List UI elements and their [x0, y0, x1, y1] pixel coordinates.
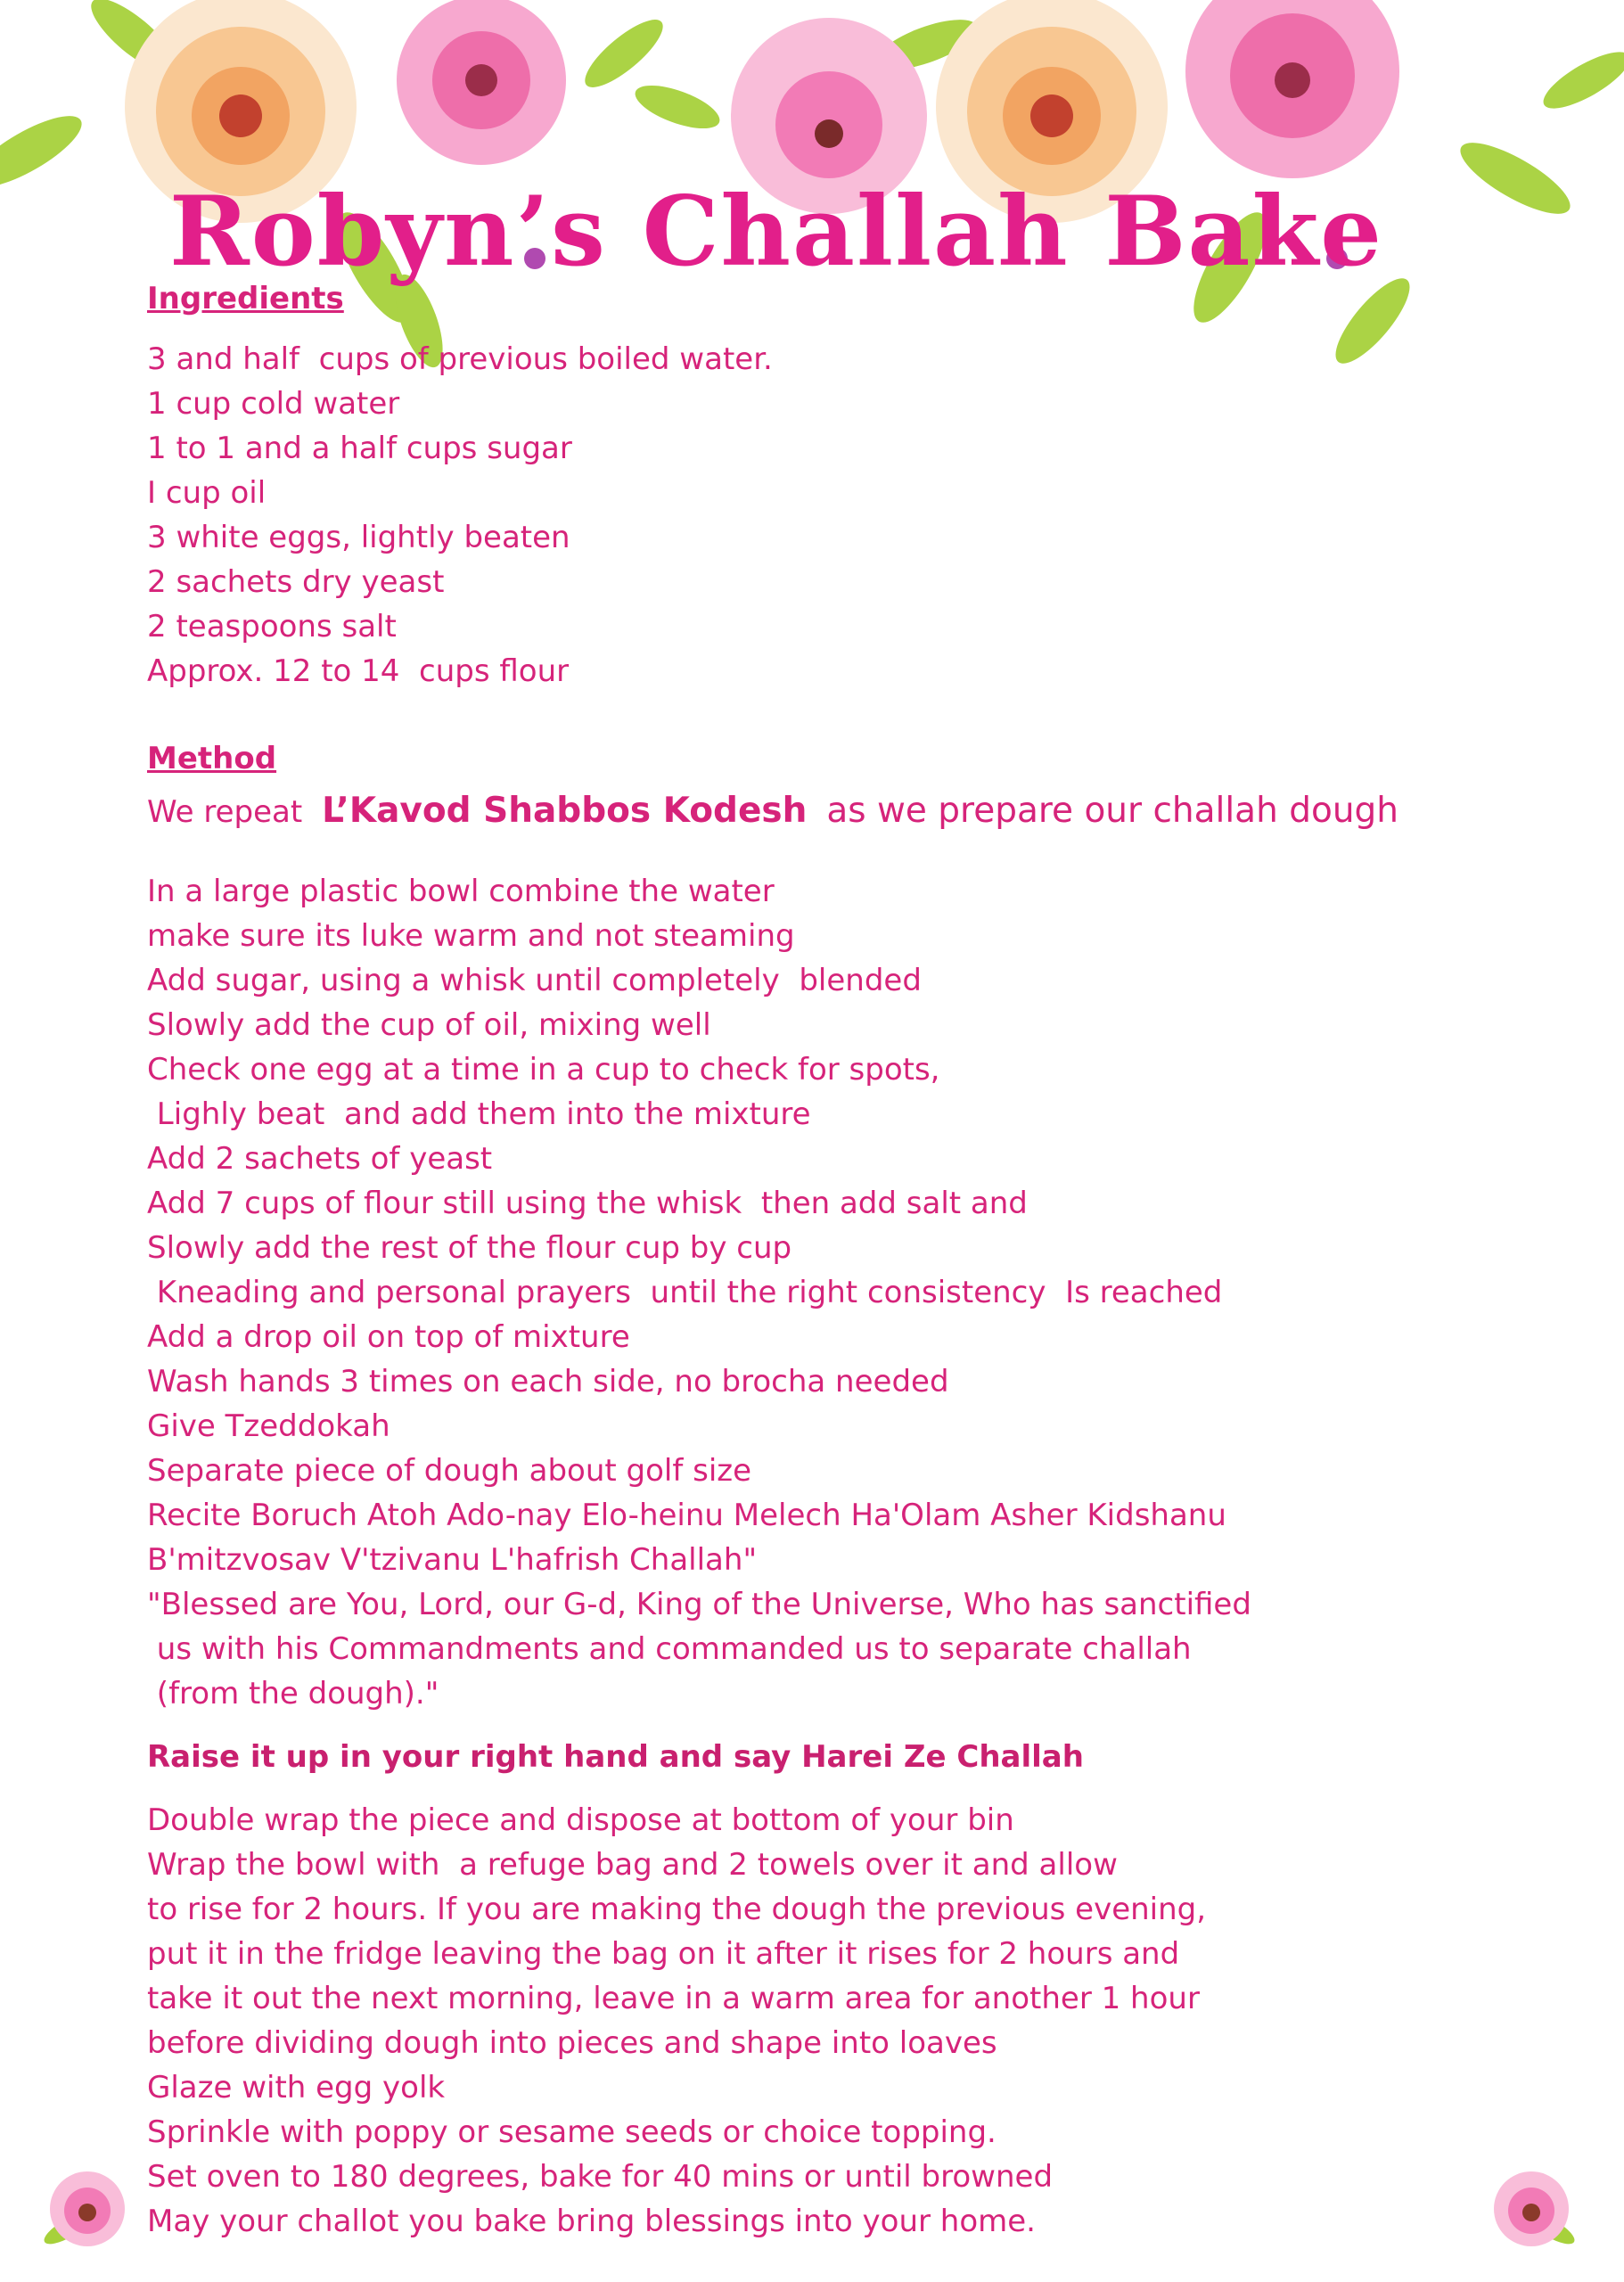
final-steps [147, 1798, 1520, 2244]
list-item: Give Tzeddokah [147, 1408, 390, 1444]
list-item: (from the dough)." [147, 1676, 439, 1712]
list-item: Wash hands 3 times on each side, no brocha needed [147, 1364, 949, 1400]
ingredients-heading: Ingredients [147, 281, 344, 316]
method-steps [147, 869, 1520, 1716]
list-item: Add 2 sachets of yeast [147, 1141, 493, 1177]
list-item: May your challot you bake bring blessings into your home. [147, 2204, 1036, 2239]
method-heading: Method [147, 741, 277, 776]
list-item: put it in the fridge leaving the bag on it after it rises for 2 hours and [147, 1936, 1180, 1972]
list-item: 1 cup cold water [147, 386, 400, 422]
list-item: In a large plastic bowl combine the water [147, 874, 775, 909]
list-item: Lighly beat and add them into the mixture [147, 1096, 811, 1132]
intro-prefix: We repeat [147, 794, 303, 830]
list-item: 3 and half cups of previous boiled water. [147, 341, 773, 377]
method-intro [147, 784, 1520, 839]
list-item: B'mitzvosav V'tzivanu L'hafrish Challah" [147, 1542, 758, 1578]
list-item: Recite Boruch Atoh Ado-nay Elo-heinu Melech Ha'Olam Asher Kidshanu [147, 1498, 1226, 1533]
raise-heading: Raise it up in your right hand and say Harei Ze Challah [147, 1739, 1084, 1775]
list-item: Check one egg at a time in a cup to check for spots, [147, 1052, 940, 1088]
list-item: 3 white eggs, lightly beaten [147, 520, 570, 555]
list-item: Add 7 cups of flour still using the whisk then add salt and [147, 1186, 1028, 1221]
list-item: Sprinkle with poppy or sesame seeds or choice topping. [147, 2114, 997, 2150]
list-item: Approx. 12 to 14 cups flour [147, 653, 570, 689]
list-item: Glaze with egg yolk [147, 2070, 446, 2106]
list-item: Add a drop oil on top of mixture [147, 1319, 630, 1355]
list-item: "Blessed are You, Lord, our G-d, King of the Universe, Who has sanctified [147, 1587, 1251, 1622]
list-item: us with his Commandments and commanded us to separate challah [147, 1631, 1192, 1667]
list-item: Wrap the bowl with a refuge bag and 2 towels over it and allow [147, 1847, 1118, 1883]
list-item: 1 to 1 and a half cups sugar [147, 431, 572, 466]
ingredients-list [147, 337, 1520, 694]
list-item: I cup oil [147, 475, 267, 511]
list-item: Slowly add the cup of oil, mixing well [147, 1007, 711, 1043]
list-item: 2 teaspoons salt [147, 609, 397, 644]
list-item: Separate piece of dough about golf size [147, 1453, 752, 1489]
page-title: Robyn’s Challah Bake [169, 176, 1383, 288]
intro-emphasis: L’Kavod Shabbos Kodesh [322, 791, 808, 831]
list-item: 2 sachets dry yeast [147, 564, 445, 600]
intro-suffix: as we prepare our challah dough [826, 791, 1399, 831]
list-item: Kneading and personal prayers until the right consistency Is reached [147, 1275, 1223, 1310]
flower-icon [32, 2157, 139, 2264]
list-item: take it out the next morning, leave in a warm area for another 1 hour [147, 1981, 1200, 2016]
list-item: Slowly add the rest of the flour cup by cup [147, 1230, 792, 1266]
list-item: Double wrap the piece and dispose at bottom of your bin [147, 1802, 1014, 1838]
list-item: before dividing dough into pieces and shape into loaves [147, 2025, 997, 2061]
list-item: Set oven to 180 degrees, bake for 40 mins or until browned [147, 2159, 1054, 2195]
recipe-content [147, 276, 1520, 2244]
list-item: Add sugar, using a whisk until completely blended [147, 963, 922, 998]
list-item: to rise for 2 hours. If you are making the dough the previous evening, [147, 1892, 1207, 1927]
list-item: make sure its luke warm and not steaming [147, 918, 795, 954]
